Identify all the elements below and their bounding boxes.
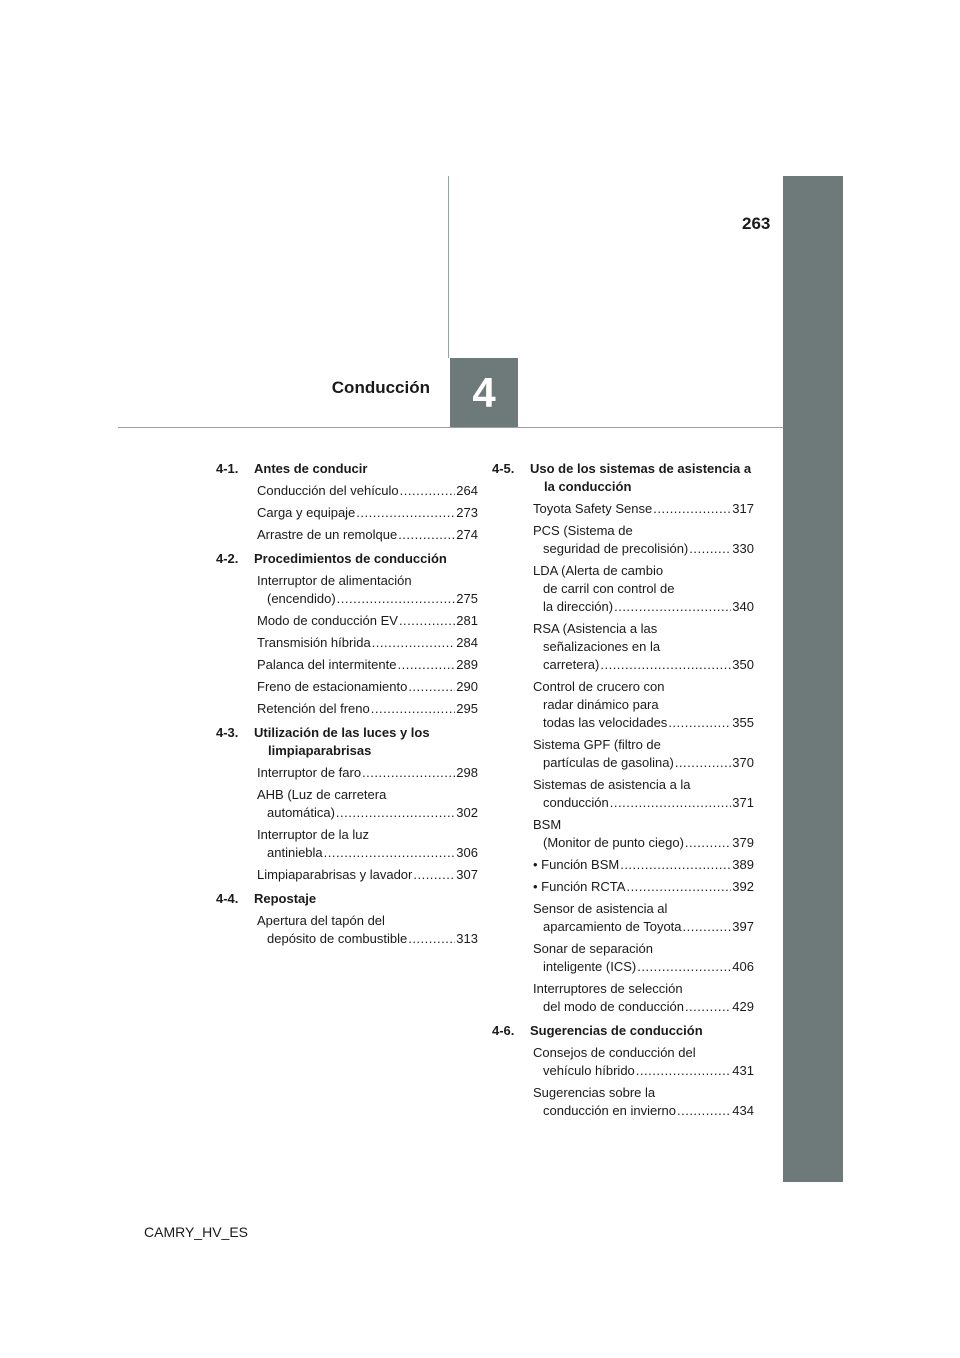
entry-page-number: 371 xyxy=(732,795,754,810)
toc-section xyxy=(216,890,478,948)
toc-entry[interactable] xyxy=(257,656,478,674)
chapter-number-box xyxy=(450,358,518,427)
dot-leader xyxy=(324,844,456,862)
toc-entry[interactable] xyxy=(533,856,754,874)
entry-text: Control de crucero con xyxy=(533,679,665,694)
toc-entry[interactable] xyxy=(257,866,478,884)
dot-leader xyxy=(408,930,455,948)
entry-text: Interruptor de faro xyxy=(257,765,362,780)
toc-entry[interactable] xyxy=(257,764,478,782)
entry-page-number: 389 xyxy=(732,857,754,872)
dot-leader xyxy=(685,834,731,852)
entry-page-number: 295 xyxy=(456,701,478,716)
section-heading xyxy=(492,1022,754,1040)
entry-text: de carril con control de xyxy=(543,581,675,596)
entry-text: Toyota Safety Sense xyxy=(533,501,653,516)
section-heading xyxy=(492,460,754,496)
toc-entry[interactable] xyxy=(533,522,754,558)
entry-text: Interruptores de selección xyxy=(533,981,683,996)
section-number: 4-1. xyxy=(216,461,239,476)
dot-leader xyxy=(637,958,731,976)
entry-text: Arrastre de un remolque xyxy=(257,527,398,542)
entry-page-number: 406 xyxy=(732,959,754,974)
entry-page-number: 355 xyxy=(732,715,754,730)
entry-text: Palanca del intermitente xyxy=(257,657,397,672)
entry-page-number: 379 xyxy=(732,835,754,850)
entry-page-number: 330 xyxy=(732,541,754,556)
entry-page-number: 306 xyxy=(456,845,478,860)
section-title: Uso de los sistemas de asistencia a la conducción xyxy=(530,461,752,494)
toc-entry[interactable] xyxy=(257,504,478,522)
entry-page-number: 434 xyxy=(732,1103,754,1118)
entry-text: (encendido) xyxy=(267,591,336,606)
entry-text: PCS (Sistema de xyxy=(533,523,633,538)
dot-leader xyxy=(620,856,731,874)
page-number: 263 xyxy=(742,214,771,233)
entry-page-number: 281 xyxy=(456,613,478,628)
entry-text: inteligente (ICS) xyxy=(543,959,637,974)
entry-text: seguridad de precolisión) xyxy=(543,541,689,556)
dot-leader xyxy=(610,794,732,812)
entry-text: (Monitor de punto ciego) xyxy=(543,835,684,850)
toc-section xyxy=(216,460,478,544)
dot-leader xyxy=(372,634,456,652)
section-title: Repostaje xyxy=(254,891,317,906)
dot-leader xyxy=(408,678,455,696)
dot-leader xyxy=(362,764,455,782)
entry-page-number: 429 xyxy=(732,999,754,1014)
dot-leader xyxy=(600,656,731,674)
toc-entry[interactable] xyxy=(257,526,478,544)
entry-text: Limpiaparabrisas y lavador xyxy=(257,867,413,882)
dot-leader xyxy=(399,612,455,630)
entry-page-number: 274 xyxy=(456,527,478,542)
dot-leader xyxy=(400,482,456,500)
entry-text: RSA (Asistencia a las xyxy=(533,621,658,636)
entry-page-number: 350 xyxy=(732,657,754,672)
toc-entry[interactable] xyxy=(533,900,754,936)
entry-text: la dirección) xyxy=(543,599,614,614)
entry-text: Interruptor de la luz xyxy=(257,827,370,842)
toc-entry[interactable] xyxy=(257,634,478,652)
toc-section xyxy=(492,1022,754,1120)
dot-leader xyxy=(371,700,456,718)
toc-entry[interactable] xyxy=(257,678,478,696)
section-heading xyxy=(216,724,478,760)
entry-page-number: 273 xyxy=(456,505,478,520)
section-number: 4-4. xyxy=(216,891,239,906)
entry-text: radar dinámico para xyxy=(543,697,659,712)
entry-text: Transmisión híbrida xyxy=(257,635,371,650)
section-heading xyxy=(216,550,478,568)
dot-leader xyxy=(689,540,731,558)
section-title: Utilización de las luces y los limpiaparabrisas xyxy=(254,725,430,758)
entry-text: Sugerencias sobre la xyxy=(533,1085,656,1100)
entry-page-number: 370 xyxy=(732,755,754,770)
toc-entry[interactable] xyxy=(533,940,754,976)
toc-entry[interactable] xyxy=(533,776,754,812)
toc-column-left xyxy=(216,460,478,954)
toc-entry[interactable] xyxy=(533,562,754,616)
entry-page-number: 340 xyxy=(732,599,754,614)
section-title: Procedimientos de conducción xyxy=(254,551,447,566)
entry-text: automática) xyxy=(267,805,335,820)
entry-page-number: 290 xyxy=(456,679,478,694)
toc-entry[interactable] xyxy=(257,482,478,500)
entry-page-number: 264 xyxy=(456,483,478,498)
chapter-title: Conducción xyxy=(331,378,430,397)
vertical-rule xyxy=(448,176,449,358)
entry-text: Sensor de asistencia al xyxy=(533,901,668,916)
toc-entry[interactable] xyxy=(257,572,478,608)
dot-leader xyxy=(614,598,731,616)
entry-text: partículas de gasolina) xyxy=(543,755,674,770)
toc-entry[interactable] xyxy=(533,816,754,852)
dot-leader xyxy=(668,714,731,732)
section-title: Antes de conducir xyxy=(254,461,368,476)
dot-leader xyxy=(398,526,455,544)
entry-text: Carga y equipaje xyxy=(257,505,356,520)
entry-text: Freno de estacionamiento xyxy=(257,679,408,694)
entry-text: aparcamiento de Toyota xyxy=(543,919,682,934)
toc-entry[interactable] xyxy=(533,678,754,732)
entry-text: Consejos de conducción del xyxy=(533,1045,696,1060)
entry-text: antiniebla xyxy=(267,845,323,860)
section-number: 4-6. xyxy=(492,1023,515,1038)
entry-text: Interruptor de alimentación xyxy=(257,573,412,588)
entry-page-number: 298 xyxy=(456,765,478,780)
dot-leader xyxy=(636,1062,732,1080)
entry-text: todas las velocidades xyxy=(543,715,668,730)
entry-text: conducción xyxy=(543,795,609,810)
section-number: 4-2. xyxy=(216,551,239,566)
toc-section xyxy=(216,550,478,718)
entry-page-number: 289 xyxy=(456,657,478,672)
dot-leader xyxy=(356,504,455,522)
toc-entry[interactable] xyxy=(533,1044,754,1080)
entry-text: Retención del freno xyxy=(257,701,370,716)
entry-page-number: 284 xyxy=(456,635,478,650)
toc-column-right xyxy=(492,460,754,1126)
dot-leader xyxy=(675,754,731,772)
horizontal-rule xyxy=(118,427,783,428)
section-heading xyxy=(216,460,478,478)
toc-section xyxy=(492,460,754,1016)
section-number: 4-5. xyxy=(492,461,515,476)
entry-page-number: 317 xyxy=(732,501,754,516)
entry-text: BSM xyxy=(533,817,562,832)
dot-leader xyxy=(397,656,455,674)
entry-text: Modo de conducción EV xyxy=(257,613,398,628)
toc-entry[interactable] xyxy=(257,786,478,822)
toc-entry[interactable] xyxy=(533,980,754,1016)
dot-leader xyxy=(685,998,731,1016)
dot-leader xyxy=(677,1102,731,1120)
entry-text: conducción en invierno xyxy=(543,1103,676,1118)
document-code: CAMRY_HV_ES xyxy=(144,1224,249,1240)
entry-page-number: 392 xyxy=(732,879,754,894)
entry-text: LDA (Alerta de cambio xyxy=(533,563,664,578)
toc-entry[interactable] xyxy=(257,612,478,630)
toc-entry[interactable] xyxy=(257,912,478,948)
section-title: Sugerencias de conducción xyxy=(530,1023,703,1038)
toc-entry[interactable] xyxy=(533,1084,754,1120)
entry-text: AHB (Luz de carretera xyxy=(257,787,387,802)
toc-entry[interactable] xyxy=(533,736,754,772)
entry-text: Sistemas de asistencia a la xyxy=(533,777,691,792)
entry-text: Apertura del tapón del xyxy=(257,913,385,928)
toc-entry[interactable] xyxy=(257,826,478,862)
toc-entry[interactable] xyxy=(533,878,754,896)
dot-leader xyxy=(337,590,456,608)
entry-text: • Función RCTA xyxy=(533,879,626,894)
entry-text: vehículo híbrido xyxy=(543,1063,635,1078)
entry-page-number: 275 xyxy=(456,591,478,606)
toc-entry[interactable] xyxy=(533,500,754,518)
entry-text: depósito de combustible xyxy=(267,931,408,946)
toc-entry[interactable] xyxy=(533,620,754,674)
chapter-number: 4 xyxy=(472,368,496,416)
entry-page-number: 313 xyxy=(456,931,478,946)
entry-text: carretera) xyxy=(543,657,600,672)
section-heading xyxy=(216,890,478,908)
entry-page-number: 431 xyxy=(732,1063,754,1078)
toc-entry[interactable] xyxy=(257,700,478,718)
entry-text: Sonar de separación xyxy=(533,941,653,956)
chapter-side-tab xyxy=(783,176,843,1182)
dot-leader xyxy=(413,866,455,884)
entry-text: Sistema GPF (filtro de xyxy=(533,737,661,752)
dot-leader xyxy=(626,878,731,896)
entry-text: del modo de conducción xyxy=(543,999,684,1014)
dot-leader xyxy=(653,500,731,518)
dot-leader xyxy=(336,804,455,822)
toc-section xyxy=(216,724,478,884)
entry-text: Conducción del vehículo xyxy=(257,483,399,498)
entry-page-number: 302 xyxy=(456,805,478,820)
entry-text: señalizaciones en la xyxy=(543,639,661,654)
entry-text: • Función BSM xyxy=(533,857,620,872)
dot-leader xyxy=(683,918,732,936)
entry-page-number: 397 xyxy=(732,919,754,934)
entry-page-number: 307 xyxy=(456,867,478,882)
section-number: 4-3. xyxy=(216,725,239,740)
